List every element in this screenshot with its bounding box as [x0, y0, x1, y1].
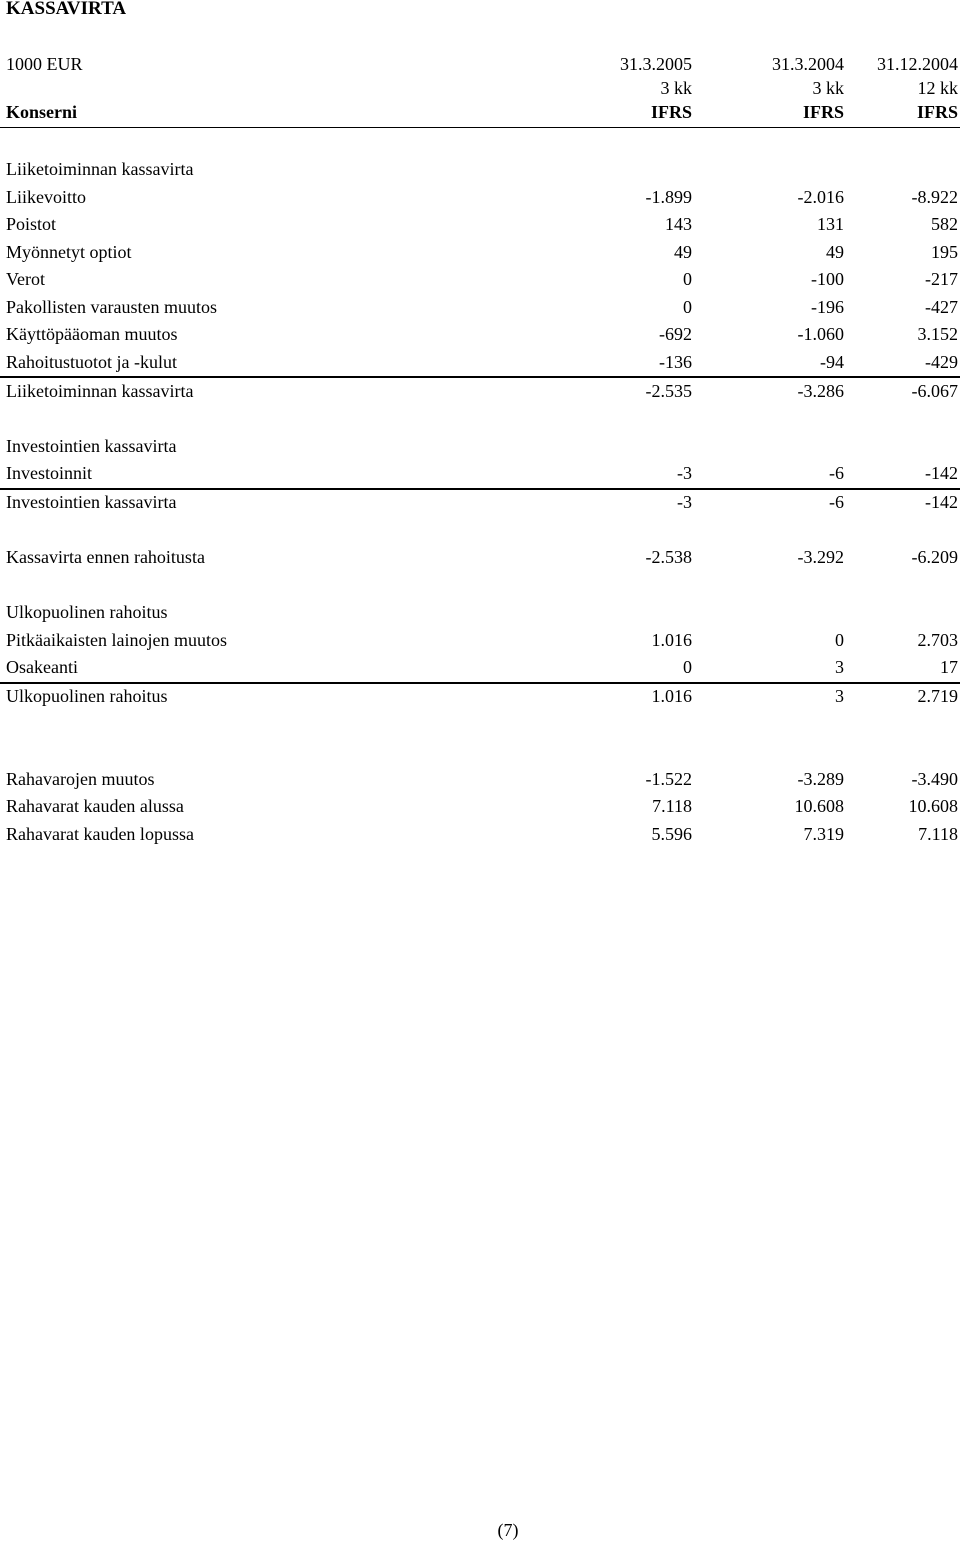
table-row: Verot 0 -100 -217 — [6, 269, 958, 289]
period-col-2: 3 kk — [812, 78, 844, 98]
table-row: Liikevoitto -1.899 -2.016 -8.922 — [6, 187, 958, 207]
section-heading-operating: Liiketoiminnan kassavirta — [6, 159, 194, 179]
header-dates-row — [0, 51, 960, 77]
table-row: Investoinnit -3 -6 -142 — [6, 463, 958, 483]
table-row: Käyttöpääoman muutos -692 -1.060 3.152 — [6, 324, 958, 344]
section-heading-investing: Investointien kassavirta — [6, 436, 177, 456]
period-col-3: 12 kk — [917, 78, 958, 98]
date-col-1: 31.3.2005 — [620, 54, 692, 74]
standard-col-1: IFRS — [650, 102, 692, 122]
table-row: Rahavarat kauden alussa 7.118 10.608 10.608 — [6, 796, 958, 816]
header-standards-row — [0, 99, 960, 125]
entity-label: Konserni — [6, 102, 78, 122]
subtotal-row-financing: Ulkopuolinen rahoitus 1.016 3 2.719 — [6, 686, 958, 706]
table-row: Rahoitustuotot ja -kulut -136 -94 -429 — [6, 352, 958, 372]
date-col-2: 31.3.2004 — [772, 54, 844, 74]
unit-label: 1000 EUR — [6, 54, 83, 74]
row-before-financing: Kassavirta ennen rahoitusta -2.538 -3.292 -6.209 — [6, 547, 958, 567]
table-row: Rahavarat kauden lopussa 5.596 7.319 7.118 — [6, 824, 958, 844]
standard-col-3: IFRS — [916, 102, 958, 122]
period-col-1: 3 kk — [660, 78, 692, 98]
header-periods-row — [0, 75, 960, 101]
table-row: Myönnetyt optiot 49 49 195 — [6, 242, 958, 262]
table-row: Osakeanti 0 3 17 — [6, 657, 958, 677]
page-number: (7) — [497, 1520, 519, 1540]
table-row: Pakollisten varausten muutos 0 -196 -427 — [6, 297, 958, 317]
subtotal-row-operating: Liiketoiminnan kassavirta -2.535 -3.286 -6.067 — [6, 381, 958, 401]
standard-col-2: IFRS — [802, 102, 844, 122]
date-col-3: 31.12.2004 — [877, 54, 958, 74]
table-row: Pitkäaikaisten lainojen muutos 1.016 0 2.703 — [6, 630, 958, 650]
subtotal-row-investing: Investointien kassavirta -3 -6 -142 — [6, 492, 958, 512]
table-row: Rahavarojen muutos -1.522 -3.289 -3.490 — [6, 769, 958, 789]
table-row: Poistot 143 131 582 — [6, 214, 958, 234]
section-heading-financing: Ulkopuolinen rahoitus — [6, 602, 168, 622]
page-title: KASSAVIRTA — [6, 0, 127, 19]
header-rule — [0, 127, 960, 128]
